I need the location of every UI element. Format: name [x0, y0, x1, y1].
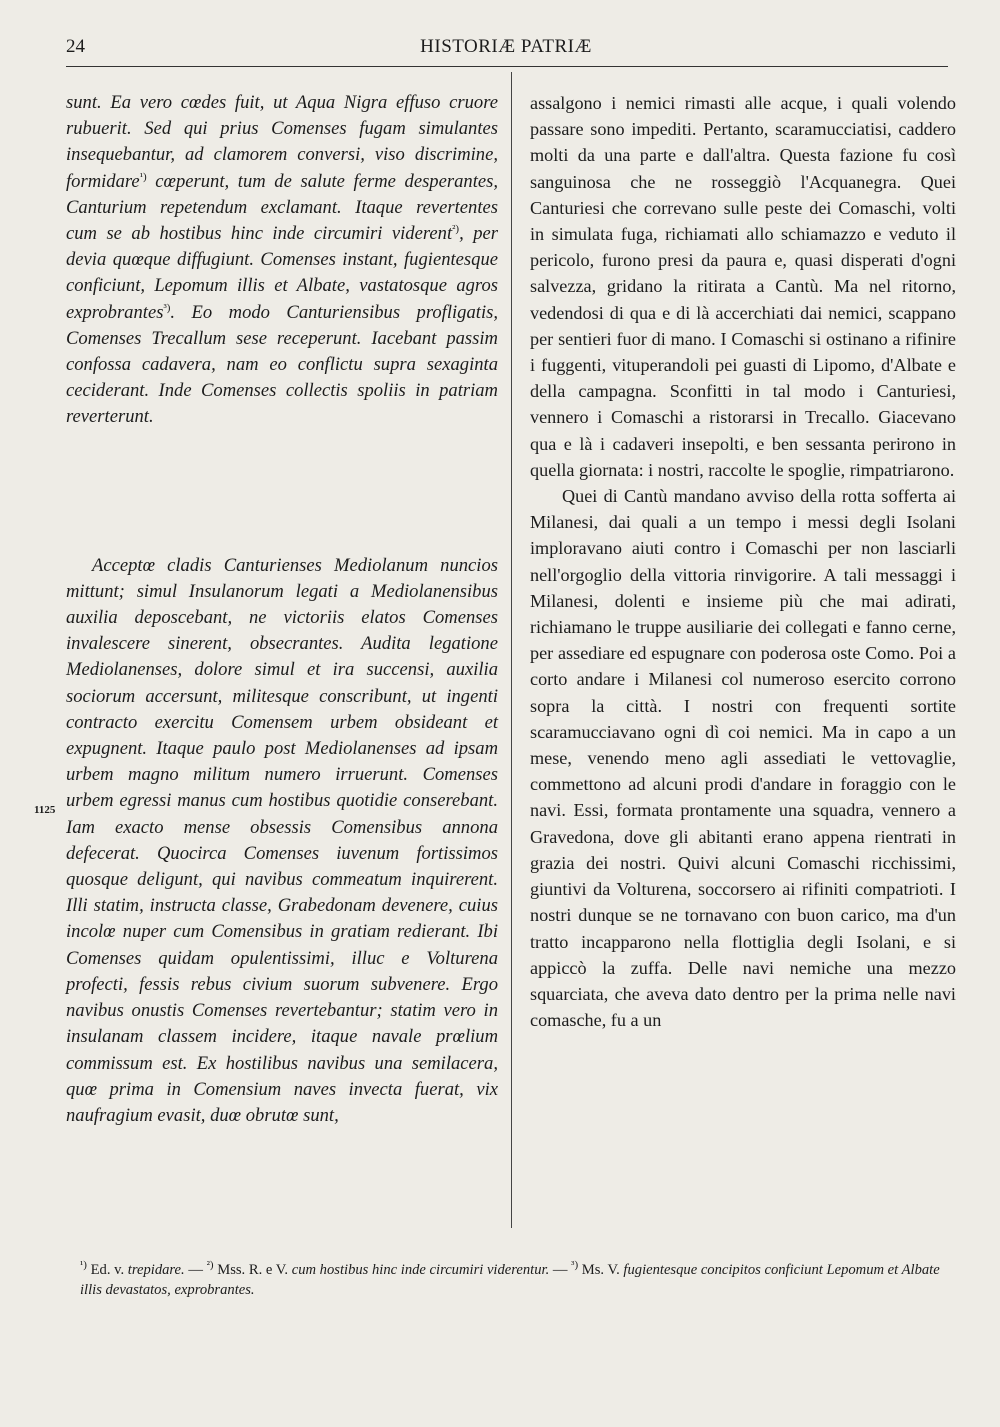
latin-p1-text-d: . Eo modo Canturiensibus profligatis, Comenses Trecallum sese receperunt. Iacebant passim confossa cadavera, nam eo conflictu supra sexaginta ceciderant. Inde Comenses collectis spoliis in patriam reverterunt.: [66, 301, 498, 428]
footnote-2-mark: ²): [206, 1259, 214, 1272]
footnote-3-text: fugientesque concipitos conficiunt Lepomum et Albate illis devastatos, exprobrantes.: [80, 1262, 940, 1298]
latin-paragraph-1: [66, 90, 498, 431]
footnote-2-text: cum hostibus hinc inde circumiri viderentur.: [291, 1262, 550, 1278]
header-rule: [66, 66, 948, 67]
latin-column: [66, 90, 498, 1129]
footnote-ref-1: ¹): [139, 170, 147, 183]
footnote-2-ref: Mss. R. e V.: [217, 1262, 289, 1278]
footnote-separator-1: —: [188, 1262, 203, 1278]
running-title: HISTORIÆ PATRIÆ: [420, 36, 592, 57]
footnote-ref-3: ³): [163, 301, 171, 314]
footnotes: [80, 1260, 960, 1300]
footnote-3-ref: Ms. V.: [581, 1262, 620, 1278]
latin-p1-text-b: cœperunt, tum de salute ferme desperantes, Canturium repetendum exclamant. Itaque revertentes cum se ab hostibus hinc inde circumiri viderent: [66, 170, 498, 245]
footnote-1-ref: Ed. v.: [90, 1262, 125, 1278]
italian-paragraph-1: assalgono i nemici rimasti alle acque, i quali volendo passare sono impediti. Pertanto, scaramucciatisi, caddero molti da una parte e dall'altra. Questa fazione fu così sanguinosa che ne rosseggiò l'Acquanegra. Quei Canturiesi che correvano sulle peste dei Comaschi, volti in simulata fuga, richiamati allo schiamazzo e veduto il pericolo, furono presi da paura e, quasi disperati d'ogni salvezza, gridano la ritirata a Cantù. Ma nel ritorno, vedendosi di qua e di là accerchiati dai nemici, scappano per sentieri fuor di mano. I Comaschi si ostinano a rifinire i fuggenti, vituperandoli pei guasti di Lipomo, d'Albate e della campagna. Sconfitti in tal modo i Canturiesi, vennero i Comaschi a ristorarsi in Trecallo. Giacevano qua e là i cadaveri insepolti, e ben sessanta perirono in quella giornata: i nostri, raccolte le spoglie, rimpatriarono.: [530, 93, 956, 480]
margin-year: 1125: [34, 804, 56, 816]
page-number: 24: [66, 36, 85, 57]
column-divider: [511, 72, 512, 1228]
latin-p1-text-a: sunt. Ea vero cœdes fuit, ut Aqua Nigra effuso cruore rubuerit. Sed qui prius Comenses fugam simulantes insequebantur, ad clamorem conversi, viso discrimine, formidare: [66, 92, 498, 192]
italian-column: [530, 90, 956, 1033]
latin-paragraph-2: Acceptœ cladis Canturienses Mediolanum nuncios mittunt; simul Insulanorum legati a Mediolanensibus auxilia deposcebant, ne victoriis elatos Comenses invalescere sinerent, obsecrantes. Audita legatione Mediolanenses, dolore simul et ira succensi, auxilia sociorum accersunt, militesque conscribunt, ut ingenti contracto exercitu Comensem urbem obsideant et expugnent. Itaque paulo post Mediolanenses ad ipsam urbem magno militum numero irruerunt. Comenses urbem egressi manus cum hostibus quotidie conserebant. Iam exacto mense obsessis Comensibus annona defecerat. Quocirca Comenses iuvenum fortissimos quosque deligunt, qui navibus commeatum inquirerent. Illi statim, instructa classe, Grabedonam devenere, cuius incolœ nuper cum Comensibus in gratiam redierant. Ibi Comenses quidam opulentissimi, illuc e Volturena profecti, fessis rebus civium suorum subvenere. Ergo navibus onustis Comenses revertebantur; statim vero in insulanam classem incidere, itaque navale prœlium commissum est. Ex hostilibus navibus una semilacera, quœ prima in Comensium naves invecta fuerat, vix naufragium evasit, duœ obrutœ sunt,: [66, 554, 498, 1126]
page-header: [66, 36, 946, 66]
footnote-ref-2: ²): [452, 222, 460, 235]
footnote-separator-2: —: [552, 1262, 568, 1278]
italian-paragraph-2: Quei di Cantù mandano avviso della rotta sofferta ai Milanesi, dai quali a un tempo i messi degli Isolani imploravano aiuti contro i Comaschi per non lasciarli nell'orgoglio della vittoria rinvigorire. A tali messaggi i Milanesi, dolenti e insieme più che mai adirati, richiamano le truppe ausiliarie dei collegati e fanno cerne, per assediare ed espugnare con poderosa oste Como. Poi a corto andare i Milanesi col numeroso esercito corrono sopra la città. I nostri con frequenti sortite scaramucciavano ogni dì coi nemici. Ma in capo a un mese, venendo meno agli assediati le vettovaglie, commettono ad alcuni prodi d'andare in foraggio con le navi. Essi, formata prontamente una squadra, vennero a Gravedona, dove gli abitanti erano appena rientrati in grazia dei nostri. Quivi alcuni Comaschi ricchissimi, giuntivi da Volturena, soccorsero ai rifiniti compatrioti. I nostri dunque se ne tornavano con buon carico, ma d'un tratto incapparono nella flottiglia degli Isolani, e si appiccò la zuffa. Delle navi nemiche una mezzo squarciata, che aveva dato dentro per la prima nelle navi comasche, fu a un: [530, 486, 956, 1031]
footnote-1-mark: ¹): [80, 1259, 87, 1272]
footnote-3-mark: ³): [571, 1259, 579, 1272]
footnote-1-text: trepidare.: [127, 1262, 185, 1278]
latin-p1-text-c: , per devia quœque diffugiunt. Comenses instant, fugientesque conficiunt, Lepomum illis et Albate, vastatosque agros exprobrantes: [66, 223, 498, 323]
